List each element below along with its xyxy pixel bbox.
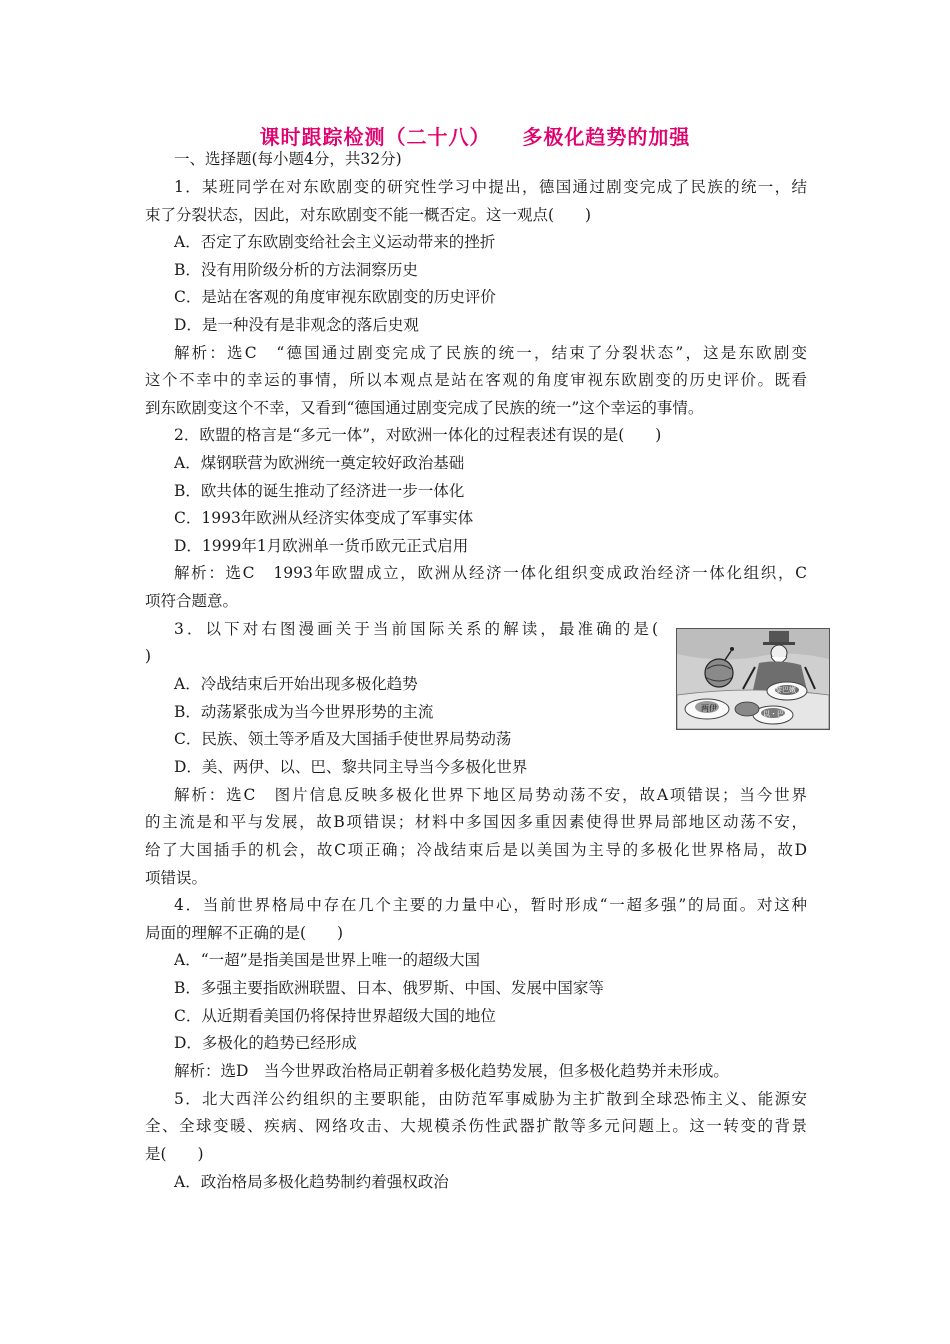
q5-stem-line-2: 全、全球变暖、疾病、网络攻击、大规模杀伤性武器扩散等多元问题上。这一转变的背景 — [145, 1117, 807, 1135]
q4-analysis: 解析：选D 当今世界政治格局正朝着多极化趋势发展，但多极化趋势并未形成。 — [174, 1062, 729, 1080]
section-heading: 一、选择题(每小题4分，共32分) — [174, 150, 402, 168]
q3-option-a: A．冷战结束后开始出现多极化趋势 — [174, 675, 418, 693]
q1-option-a: A．否定了东欧剧变给社会主义运动带来的挫折 — [174, 233, 496, 251]
q1-option-d: D．是一种没有是非观念的落后史观 — [174, 316, 419, 334]
q2-analysis-line-1: 解析：选C 1993年欧盟成立，欧洲从经济一体化组织变成政治经济一体化组织，C — [174, 564, 807, 582]
top-hat-icon — [769, 631, 789, 643]
q3-option-d: D．美、两伊、以、巴、黎共同主导当今多极化世界 — [174, 758, 528, 776]
cartoon-label-lebanon: 黎巴嫩 — [775, 686, 796, 694]
q1-option-c: C．是站在客观的角度审视东欧剧变的历史评价 — [174, 288, 496, 306]
q3-stem-line-1: 3．以下对右图漫画关于当前国际关系的解读，最准确的是( — [174, 620, 658, 638]
q4-option-d: D．多极化的趋势已经形成 — [174, 1034, 357, 1052]
q2-analysis-line-2: 项符合题意。 — [145, 592, 239, 610]
q4-option-b: B．多强主要指欧洲联盟、日本、俄罗斯、中国、发展中国家等 — [174, 979, 604, 997]
q3-analysis-line-2: 的主流是和平与发展，故B项错误；材料中多国因多重因素使得世界局部地区动荡不安， — [145, 813, 807, 831]
q4-option-c: C．从近期看美国仍将保持世界超级大国的地位 — [174, 1007, 496, 1025]
q1-stem-line-2: 束了分裂状态，因此，对东欧剧变不能一概否定。这一观点( ) — [145, 206, 592, 224]
q5-stem-line-3: 是( ) — [145, 1145, 204, 1163]
q1-analysis-line-3: 到东欧剧变这个不幸，又看到“德国通过剧变完成了民族的统一”这个幸运的事情。 — [145, 399, 704, 417]
q3-option-b: B．动荡紧张成为当今世界形势的主流 — [174, 703, 434, 721]
q4-stem-line-1: 4．当前世界格局中存在几个主要的力量中心，暂时形成“一超多强”的局面。对这种 — [174, 896, 807, 914]
q2-option-c: C．1993年欧洲从经济实体变成了军事实体 — [174, 509, 474, 527]
political-cartoon — [676, 628, 830, 730]
q2-stem: 2．欧盟的格言是“多元一体”，对欧洲一体化的过程表述有误的是( ) — [174, 426, 662, 444]
q2-option-d: D．1999年1月欧洲单一货币欧元正式启用 — [174, 537, 469, 555]
q1-analysis-line-2: 这个不幸中的幸运的事情，所以本观点是站在客观的角度审视东欧剧变的历史评价。既看 — [145, 371, 807, 389]
q5-option-a: A．政治格局多极化趋势制约着强权政治 — [174, 1173, 449, 1191]
q3-analysis-line-3: 给了大国插手的机会，故C项正确；冷战结束后是以美国为主导的多极化世界格局，故D — [145, 841, 807, 859]
q4-stem-line-2: 局面的理解不正确的是( ) — [145, 924, 344, 942]
cartoon-label-israel-palestine: 以・巴 — [763, 710, 784, 718]
q1-analysis-line-1: 解析：选C “德国通过剧变完成了民族的统一，结束了分裂状态”，这是东欧剧变 — [174, 344, 807, 362]
page-title: 课时跟踪检测（二十八） 多极化趋势的加强 — [259, 125, 691, 149]
cartoon-illustration — [677, 629, 829, 729]
cartoon-label-iran-iraq: 两伊 — [701, 704, 717, 713]
q4-option-a: A．“一超”是指美国是世界上唯一的超级大国 — [174, 951, 481, 969]
q2-option-a: A．煤钢联营为欧洲统一奠定较好政治基础 — [174, 454, 465, 472]
q1-option-b: B．没有用阶级分析的方法洞察历史 — [174, 261, 418, 279]
q3-analysis-line-1: 解析：选C 图片信息反映多极化世界下地区局势动荡不安，故A项错误；当今世界 — [174, 786, 807, 804]
q3-analysis-line-4: 项错误。 — [145, 869, 208, 887]
q5-stem-line-1: 5．北大西洋公约组织的主要职能，由防范军事威胁为主扩散到全球恐怖主义、能源安 — [174, 1090, 807, 1108]
q3-stem-line-2: ) — [145, 647, 152, 665]
q1-stem-line-1: 1．某班同学在对东欧剧变的研究性学习中提出，德国通过剧变完成了民族的统一，结 — [174, 178, 807, 196]
q2-option-b: B．欧共体的诞生推动了经济进一步一体化 — [174, 482, 465, 500]
q3-option-c: C．民族、领土等矛盾及大国插手使世界局势动荡 — [174, 730, 512, 748]
